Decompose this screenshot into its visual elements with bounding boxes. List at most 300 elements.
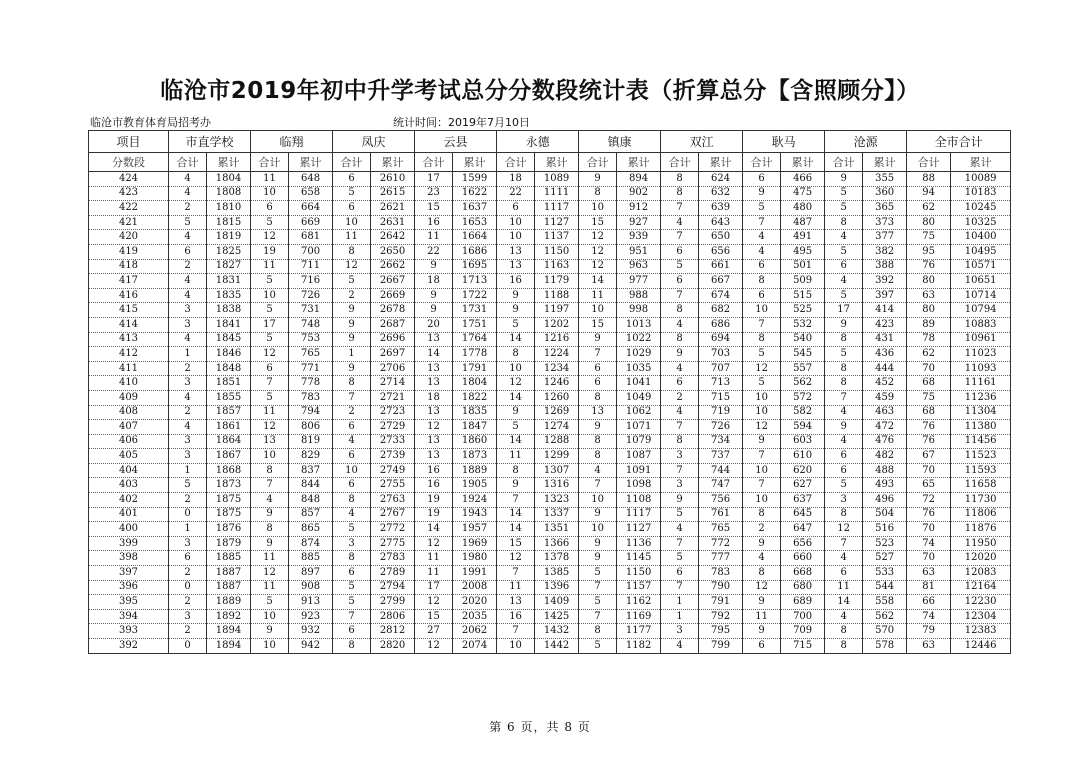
cumulative-cell: 689 <box>781 595 825 610</box>
count-cell: 74 <box>907 609 951 624</box>
count-cell: 9 <box>251 536 289 551</box>
count-cell: 4 <box>825 434 863 449</box>
cumulative-cell: 951 <box>617 244 661 259</box>
cumulative-cell: 570 <box>863 624 907 639</box>
cumulative-cell: 1246 <box>535 376 579 391</box>
count-cell: 5 <box>661 551 699 566</box>
count-cell: 14 <box>497 390 535 405</box>
count-cell: 6 <box>333 420 371 435</box>
count-cell: 65 <box>907 478 951 493</box>
cumulative-cell: 1804 <box>453 376 497 391</box>
table-row <box>89 580 1011 595</box>
count-cell: 5 <box>251 595 289 610</box>
cumulative-cell: 661 <box>699 259 743 274</box>
cumulative-cell: 2074 <box>453 639 497 654</box>
cumulative-cell: 1117 <box>617 507 661 522</box>
count-cell: 5 <box>825 201 863 216</box>
score-column-header: 分数段 <box>89 153 169 172</box>
count-cell: 9 <box>251 507 289 522</box>
count-cell: 16 <box>415 478 453 493</box>
count-cell: 1 <box>169 522 207 537</box>
cumulative-cell: 707 <box>699 361 743 376</box>
count-cell: 12 <box>251 347 289 362</box>
cumulative-cell: 844 <box>289 478 333 493</box>
cumulative-cell: 2783 <box>371 551 415 566</box>
cumulative-cell: 365 <box>863 201 907 216</box>
cumulative-cell: 2749 <box>371 463 415 478</box>
cumulative-cell: 2714 <box>371 376 415 391</box>
cumulative-header: 累计 <box>781 153 825 172</box>
table-row <box>89 463 1011 478</box>
cumulative-cell: 1637 <box>453 201 497 216</box>
count-cell: 6 <box>251 361 289 376</box>
count-header: 合计 <box>907 153 951 172</box>
count-cell: 2 <box>169 259 207 274</box>
count-cell: 10 <box>579 201 617 216</box>
score-cell: 414 <box>89 317 169 332</box>
count-cell: 1 <box>169 347 207 362</box>
cumulative-cell: 748 <box>289 317 333 332</box>
count-cell: 9 <box>825 317 863 332</box>
count-cell: 5 <box>661 507 699 522</box>
count-cell: 8 <box>825 361 863 376</box>
count-cell: 6 <box>333 201 371 216</box>
count-cell: 9 <box>415 259 453 274</box>
cumulative-cell: 12083 <box>951 566 1011 581</box>
table-row <box>89 259 1011 274</box>
count-cell: 62 <box>907 201 951 216</box>
cumulative-header: 累计 <box>207 153 251 172</box>
count-cell: 7 <box>661 230 699 245</box>
table-body <box>89 172 1011 654</box>
cumulative-cell: 1366 <box>535 536 579 551</box>
count-cell: 70 <box>907 361 951 376</box>
count-cell: 7 <box>333 609 371 624</box>
cumulative-cell: 545 <box>781 347 825 362</box>
table-row <box>89 595 1011 610</box>
cumulative-cell: 540 <box>781 332 825 347</box>
count-cell: 5 <box>579 595 617 610</box>
count-cell: 8 <box>661 186 699 201</box>
cumulative-cell: 1905 <box>453 478 497 493</box>
count-cell: 12 <box>743 420 781 435</box>
cumulative-cell: 703 <box>699 347 743 362</box>
count-cell: 81 <box>907 580 951 595</box>
count-cell: 8 <box>825 332 863 347</box>
count-cell: 4 <box>661 405 699 420</box>
count-cell: 5 <box>169 215 207 230</box>
page-title: 临沧市2019年初中升学考试总分分数段统计表（折算总分【含照顾分】） <box>160 78 920 104</box>
count-cell: 3 <box>661 624 699 639</box>
cumulative-cell: 1722 <box>453 288 497 303</box>
count-cell: 4 <box>661 215 699 230</box>
cumulative-cell: 1825 <box>207 244 251 259</box>
count-cell: 4 <box>825 405 863 420</box>
cumulative-cell: 792 <box>699 609 743 624</box>
count-cell: 8 <box>579 624 617 639</box>
cumulative-cell: 1868 <box>207 463 251 478</box>
cumulative-cell: 2706 <box>371 361 415 376</box>
score-cell: 397 <box>89 566 169 581</box>
cumulative-cell: 680 <box>781 580 825 595</box>
score-cell: 394 <box>89 609 169 624</box>
cumulative-cell: 674 <box>699 288 743 303</box>
count-cell: 17 <box>251 317 289 332</box>
count-cell: 76 <box>907 420 951 435</box>
table-row <box>89 449 1011 464</box>
cumulative-cell: 794 <box>289 405 333 420</box>
cumulative-cell: 1875 <box>207 507 251 522</box>
cumulative-cell: 525 <box>781 303 825 318</box>
count-cell: 10 <box>333 215 371 230</box>
cumulative-cell: 1791 <box>453 361 497 376</box>
count-cell: 7 <box>579 347 617 362</box>
cumulative-cell: 715 <box>781 639 825 654</box>
cumulative-cell: 472 <box>863 420 907 435</box>
count-cell: 2 <box>661 390 699 405</box>
count-cell: 66 <box>907 595 951 610</box>
count-cell: 8 <box>825 215 863 230</box>
cumulative-cell: 716 <box>289 274 333 289</box>
table-row <box>89 478 1011 493</box>
cumulative-cell: 1876 <box>207 522 251 537</box>
count-cell: 8 <box>661 332 699 347</box>
cumulative-cell: 397 <box>863 288 907 303</box>
count-cell: 12 <box>825 522 863 537</box>
count-cell: 15 <box>497 536 535 551</box>
cumulative-cell: 772 <box>699 536 743 551</box>
score-cell: 402 <box>89 493 169 508</box>
count-cell: 3 <box>661 449 699 464</box>
count-cell: 4 <box>661 639 699 654</box>
count-cell: 11 <box>251 580 289 595</box>
cumulative-cell: 686 <box>699 317 743 332</box>
cumulative-cell: 1041 <box>617 376 661 391</box>
cumulative-cell: 1035 <box>617 361 661 376</box>
cumulative-cell: 1599 <box>453 172 497 187</box>
score-cell: 416 <box>89 288 169 303</box>
cumulative-cell: 1860 <box>453 434 497 449</box>
count-cell: 12 <box>251 566 289 581</box>
count-cell: 10 <box>251 449 289 464</box>
cumulative-cell: 1819 <box>207 230 251 245</box>
count-cell: 13 <box>497 595 535 610</box>
count-cell: 70 <box>907 551 951 566</box>
cumulative-cell: 1889 <box>453 463 497 478</box>
cumulative-cell: 2678 <box>371 303 415 318</box>
cumulative-cell: 482 <box>863 449 907 464</box>
cumulative-cell: 501 <box>781 259 825 274</box>
cumulative-cell: 744 <box>699 463 743 478</box>
cumulative-cell: 10714 <box>951 288 1011 303</box>
cumulative-header: 累计 <box>371 153 415 172</box>
count-cell: 6 <box>661 274 699 289</box>
score-cell: 415 <box>89 303 169 318</box>
cumulative-cell: 1810 <box>207 201 251 216</box>
count-cell: 5 <box>169 478 207 493</box>
count-cell: 11 <box>251 172 289 187</box>
count-cell: 5 <box>497 317 535 332</box>
score-cell: 423 <box>89 186 169 201</box>
cumulative-cell: 2615 <box>371 186 415 201</box>
cumulative-cell: 10325 <box>951 215 1011 230</box>
cumulative-cell: 1307 <box>535 463 579 478</box>
cumulative-cell: 1351 <box>535 522 579 537</box>
cumulative-cell: 487 <box>781 215 825 230</box>
count-cell: 2 <box>743 522 781 537</box>
score-cell: 401 <box>89 507 169 522</box>
count-cell: 7 <box>661 580 699 595</box>
cumulative-cell: 1323 <box>535 493 579 508</box>
cumulative-cell: 444 <box>863 361 907 376</box>
count-cell: 5 <box>251 390 289 405</box>
count-cell: 95 <box>907 244 951 259</box>
count-cell: 68 <box>907 376 951 391</box>
count-cell: 5 <box>825 347 863 362</box>
count-cell: 13 <box>415 361 453 376</box>
count-cell: 3 <box>169 609 207 624</box>
count-cell: 8 <box>333 376 371 391</box>
count-cell: 80 <box>907 274 951 289</box>
score-cell: 424 <box>89 172 169 187</box>
count-cell: 7 <box>825 390 863 405</box>
count-cell: 4 <box>825 609 863 624</box>
count-cell: 5 <box>251 215 289 230</box>
count-cell: 8 <box>579 390 617 405</box>
count-cell: 13 <box>415 332 453 347</box>
count-cell: 8 <box>333 493 371 508</box>
count-cell: 12 <box>497 551 535 566</box>
cumulative-cell: 1867 <box>207 449 251 464</box>
cumulative-cell: 2799 <box>371 595 415 610</box>
cumulative-cell: 1117 <box>535 201 579 216</box>
count-cell: 8 <box>825 376 863 391</box>
cumulative-cell: 1079 <box>617 434 661 449</box>
count-cell: 10 <box>251 609 289 624</box>
cumulative-cell: 1108 <box>617 493 661 508</box>
count-cell: 11 <box>251 259 289 274</box>
table-row <box>89 536 1011 551</box>
cumulative-cell: 2621 <box>371 201 415 216</box>
count-cell: 70 <box>907 463 951 478</box>
cumulative-cell: 2775 <box>371 536 415 551</box>
cumulative-cell: 734 <box>699 434 743 449</box>
count-cell: 16 <box>415 463 453 478</box>
cumulative-cell: 731 <box>289 303 333 318</box>
count-cell: 10 <box>743 390 781 405</box>
score-cell: 419 <box>89 244 169 259</box>
count-cell: 8 <box>825 624 863 639</box>
cumulative-cell: 1087 <box>617 449 661 464</box>
cumulative-cell: 837 <box>289 463 333 478</box>
count-cell: 75 <box>907 230 951 245</box>
count-cell: 9 <box>579 536 617 551</box>
cumulative-cell: 2739 <box>371 449 415 464</box>
count-cell: 15 <box>415 201 453 216</box>
cumulative-cell: 709 <box>781 624 825 639</box>
count-cell: 4 <box>169 332 207 347</box>
region-header-row <box>89 131 1011 153</box>
table-row <box>89 186 1011 201</box>
cumulative-cell: 902 <box>617 186 661 201</box>
cumulative-cell: 2721 <box>371 390 415 405</box>
count-cell: 4 <box>169 274 207 289</box>
cumulative-cell: 562 <box>781 376 825 391</box>
cumulative-cell: 1861 <box>207 420 251 435</box>
score-distribution-table <box>88 130 1011 654</box>
count-cell: 12 <box>743 361 781 376</box>
count-cell: 20 <box>415 317 453 332</box>
cumulative-cell: 1815 <box>207 215 251 230</box>
cumulative-cell: 791 <box>699 595 743 610</box>
count-cell: 17 <box>415 172 453 187</box>
count-cell: 2 <box>169 361 207 376</box>
cumulative-cell: 2812 <box>371 624 415 639</box>
count-cell: 7 <box>251 376 289 391</box>
count-cell: 13 <box>251 434 289 449</box>
count-cell: 3 <box>169 317 207 332</box>
cumulative-cell: 1396 <box>535 580 579 595</box>
cumulative-cell: 1751 <box>453 317 497 332</box>
count-cell: 94 <box>907 186 951 201</box>
cumulative-cell: 1835 <box>453 405 497 420</box>
cumulative-cell: 1188 <box>535 288 579 303</box>
count-cell: 9 <box>825 420 863 435</box>
cumulative-cell: 12446 <box>951 639 1011 654</box>
table-row <box>89 390 1011 405</box>
cumulative-cell: 2667 <box>371 274 415 289</box>
cumulative-cell: 668 <box>781 566 825 581</box>
count-cell: 2 <box>169 595 207 610</box>
count-cell: 75 <box>907 390 951 405</box>
count-cell: 8 <box>743 332 781 347</box>
count-cell: 7 <box>579 580 617 595</box>
count-cell: 9 <box>415 288 453 303</box>
cumulative-cell: 639 <box>699 201 743 216</box>
region-header: 市直学校 <box>169 131 251 153</box>
count-cell: 5 <box>579 566 617 581</box>
cumulative-cell: 977 <box>617 274 661 289</box>
count-cell: 19 <box>251 244 289 259</box>
cumulative-cell: 806 <box>289 420 333 435</box>
cumulative-cell: 988 <box>617 288 661 303</box>
count-header: 合计 <box>497 153 535 172</box>
table-row <box>89 639 1011 654</box>
count-cell: 10 <box>251 639 289 654</box>
cumulative-cell: 1889 <box>207 595 251 610</box>
count-cell: 5 <box>333 274 371 289</box>
cumulative-cell: 2062 <box>453 624 497 639</box>
cumulative-cell: 645 <box>781 507 825 522</box>
table-row <box>89 551 1011 566</box>
issuer-label: 临沧市教育体育局招考办 <box>90 116 211 129</box>
count-cell: 6 <box>825 449 863 464</box>
count-cell: 11 <box>251 551 289 566</box>
count-cell: 4 <box>825 274 863 289</box>
count-cell: 9 <box>743 624 781 639</box>
cumulative-cell: 667 <box>699 274 743 289</box>
count-cell: 9 <box>333 303 371 318</box>
count-cell: 7 <box>743 317 781 332</box>
count-cell: 12 <box>415 639 453 654</box>
cumulative-header: 累计 <box>453 153 497 172</box>
count-cell: 5 <box>825 186 863 201</box>
cumulative-cell: 647 <box>781 522 825 537</box>
count-cell: 3 <box>825 493 863 508</box>
count-cell: 70 <box>907 522 951 537</box>
region-header: 全市合计 <box>907 131 1011 153</box>
cumulative-cell: 11304 <box>951 405 1011 420</box>
count-cell: 76 <box>907 507 951 522</box>
cumulative-cell: 466 <box>781 172 825 187</box>
cumulative-cell: 10089 <box>951 172 1011 187</box>
cumulative-cell: 377 <box>863 230 907 245</box>
cumulative-cell: 12383 <box>951 624 1011 639</box>
count-cell: 2 <box>169 566 207 581</box>
count-cell: 7 <box>579 609 617 624</box>
cumulative-cell: 829 <box>289 449 333 464</box>
cumulative-cell: 1316 <box>535 478 579 493</box>
count-cell: 7 <box>661 420 699 435</box>
cumulative-cell: 572 <box>781 390 825 405</box>
table-row <box>89 493 1011 508</box>
table-row <box>89 507 1011 522</box>
region-header: 镇康 <box>579 131 661 153</box>
cumulative-cell: 414 <box>863 303 907 318</box>
cumulative-cell: 1664 <box>453 230 497 245</box>
count-cell: 12 <box>579 244 617 259</box>
cumulative-cell: 10245 <box>951 201 1011 216</box>
cumulative-cell: 1137 <box>535 230 579 245</box>
cumulative-cell: 2020 <box>453 595 497 610</box>
cumulative-cell: 848 <box>289 493 333 508</box>
cumulative-cell: 1864 <box>207 434 251 449</box>
count-cell: 6 <box>497 201 535 216</box>
count-cell: 9 <box>497 288 535 303</box>
subheader-row <box>89 153 1011 172</box>
count-cell: 13 <box>415 449 453 464</box>
cumulative-cell: 1778 <box>453 347 497 362</box>
count-cell: 8 <box>579 186 617 201</box>
cumulative-cell: 1029 <box>617 347 661 362</box>
cumulative-cell: 504 <box>863 507 907 522</box>
count-cell: 19 <box>415 493 453 508</box>
cumulative-cell: 11658 <box>951 478 1011 493</box>
count-cell: 8 <box>825 639 863 654</box>
count-cell: 13 <box>415 434 453 449</box>
cumulative-cell: 2794 <box>371 580 415 595</box>
count-cell: 4 <box>825 230 863 245</box>
cumulative-cell: 939 <box>617 230 661 245</box>
count-cell: 14 <box>579 274 617 289</box>
cumulative-cell: 1179 <box>535 274 579 289</box>
cumulative-cell: 1432 <box>535 624 579 639</box>
count-cell: 4 <box>743 244 781 259</box>
count-cell: 4 <box>661 522 699 537</box>
count-cell: 4 <box>661 361 699 376</box>
cumulative-cell: 1091 <box>617 463 661 478</box>
table-row <box>89 317 1011 332</box>
cumulative-cell: 753 <box>289 332 333 347</box>
table-row <box>89 566 1011 581</box>
table-row <box>89 244 1011 259</box>
cumulative-cell: 1875 <box>207 493 251 508</box>
cumulative-cell: 10883 <box>951 317 1011 332</box>
cumulative-cell: 452 <box>863 376 907 391</box>
cumulative-cell: 660 <box>781 551 825 566</box>
region-header: 沧源 <box>825 131 907 153</box>
cumulative-cell: 1847 <box>453 420 497 435</box>
